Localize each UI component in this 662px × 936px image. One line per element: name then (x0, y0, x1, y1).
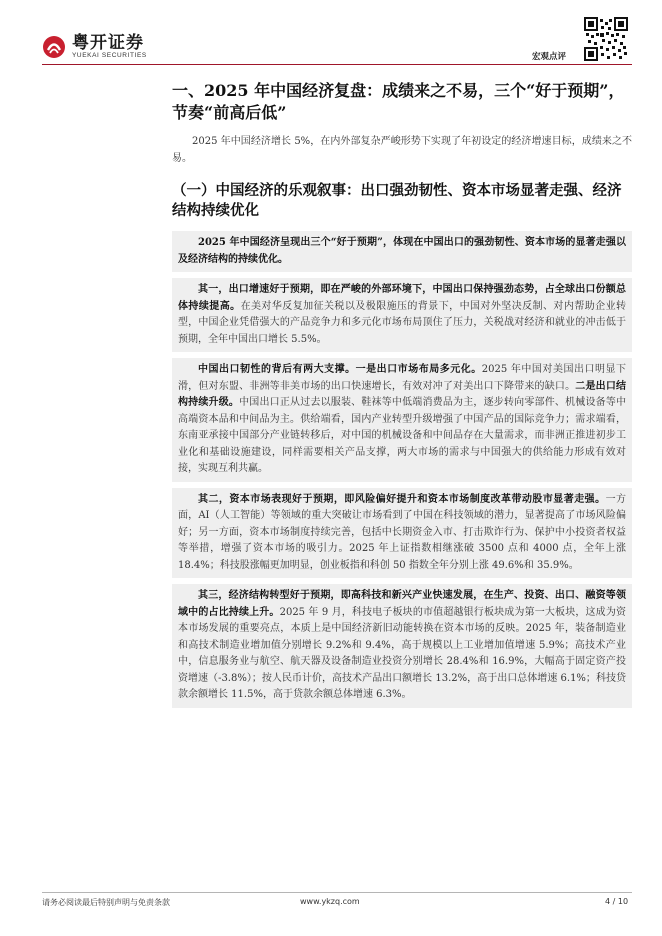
point-three-box (172, 584, 632, 708)
footer-divider (42, 892, 632, 893)
export-support-paragraph (178, 362, 626, 478)
section-heading: 一、2025 年中国经济复盘：成绩来之不易，三个“好于预期”，节奏“前高后低” (172, 81, 625, 122)
qr-code-icon (584, 17, 628, 61)
company-name-cn: 粤开证券 (72, 33, 144, 53)
export-support-bold-2: 二是出口结构持续升级。 (178, 380, 627, 408)
export-support-text-2: 中国出口正从过去以服装、鞋袜等中低端消费品为主，逐步转向零部件、机械设备等中高端资本品和中间品为主。供给端看，国内产业转型升级增强了中国产品的国际竞争力；需求端看，东南亚承接中国部分产业链转移后，对中国的机械设备和中间品存在大量需求，而非洲正推进初步工业化和基础设施建设，同样需要相关产品支撑，两大市场的需求与中国强大的供给能力形成有效对接，实现互利共赢。 (178, 397, 627, 474)
page-header (0, 0, 662, 66)
point-one-bold: 其一，出口增速好于预期，即在严峻的外部环境下，中国出口保持强劲态势，占全球出口份额总体持续提高。 (178, 284, 626, 312)
export-support-bold-1: 中国出口韧性的背后有两大支撑。一是出口市场布局多元化。 (198, 364, 482, 375)
point-two-box (172, 488, 632, 579)
point-two-bold: 其二，资本市场表现好于预期，即风险偏好提升和资本市场制度改革带动股市显著走强。 (198, 493, 606, 505)
main-content (172, 80, 632, 714)
point-two-text: 一方面，AI（人工智能）等领域的重大突破让市场看到了中国在科技领域的潜力，显著提高了市场风险偏好；另一方面，资本市场制度持续完善，包括中长期资金入市、打击欺诈行为、保护中小投资者权益等举措，增强了资本市场的吸引力。2025 年上证指数相继涨破 3500 点和 4000 点，全年上涨 18.4%；科技股涨幅更加明显，创业板指和科创 50 指数全年分别上涨 49.6%和 35.9%。 (178, 493, 627, 571)
report-type-label: 宏观点评 (532, 52, 567, 62)
export-support-text-1: 2025 年中国对美国出口明显下滑，但对东盟、非洲等非美市场的出口快速增长，有效对冲了对美出口下降带来的缺口。 (178, 364, 626, 392)
point-three-text: 2025 年 9 月，科技电子板块的市值超越银行板块成为第一大板块，这成为资本市场发展的重要亮点，本质上是中国经济新旧动能转换在资本市场的反映。2025 年，装备制造业和高技术制造业增加值分别增长 9.2%和 9.4%，高于规模以上工业增加值增速 5.9%；高技术产业中，信息服务业与航空、航天器及设备制造业投资分别增长 28.4%和 16.9%，大幅高于固定资产投资增速（-3.8%）；按人民币计价，高技术产品出口额增长 13.2%，高于出口总体增速 6.1%；科技贷款余额增长 11.5%，高于贷款余额总体增速 6.3%。 (178, 606, 627, 700)
point-one-box (172, 278, 632, 352)
subsection-heading: （一）中国经济的乐观叙事：出口强劲韧性、资本市场显著走强、经济结构持续优化 (172, 182, 622, 219)
export-support-box (172, 358, 632, 482)
summary-paragraph (178, 235, 626, 268)
point-one-paragraph (178, 282, 626, 348)
company-name-en: YUEKAI SECURITIES (72, 52, 147, 59)
summary-text: 2025 年中国经济呈现出三个“好于预期”，体现在中国出口的强劲韧性、资本市场的显著走强以及经济结构的持续优化。 (178, 237, 626, 265)
header-divider (42, 64, 632, 65)
logo-mark-icon (42, 35, 66, 59)
point-one-text: 在美对华反复加征关税以及极限施压的背景下，中国对外坚决反制、对内帮助企业转型，中国企业凭借强大的产品竞争力和多元化市场布局顶住了压力，关税战对经济和就业的冲击低于预期，全年中国出口增长 5.5%。 (178, 300, 627, 345)
point-three-paragraph (178, 588, 626, 704)
summary-box (172, 231, 632, 272)
footer-disclaimer: 请务必阅读最后特别声明与免责条款 (42, 898, 170, 907)
footer-page-number: 4 / 10 (605, 897, 629, 906)
company-logo (42, 34, 147, 60)
point-three-bold: 其三，经济结构转型好于预期，即高科技和新兴产业快速发展，在生产、投资、出口、融资等领域中的占比持续上升。 (178, 590, 626, 618)
footer-url: www.ykzq.com (300, 897, 360, 906)
section-intro-paragraph: 2025 年中国经济增长 5%，在内外部复杂严峻形势下实现了年初设定的经济增速目标，成绩来之不易。 (172, 136, 632, 164)
point-two-paragraph (178, 492, 626, 575)
